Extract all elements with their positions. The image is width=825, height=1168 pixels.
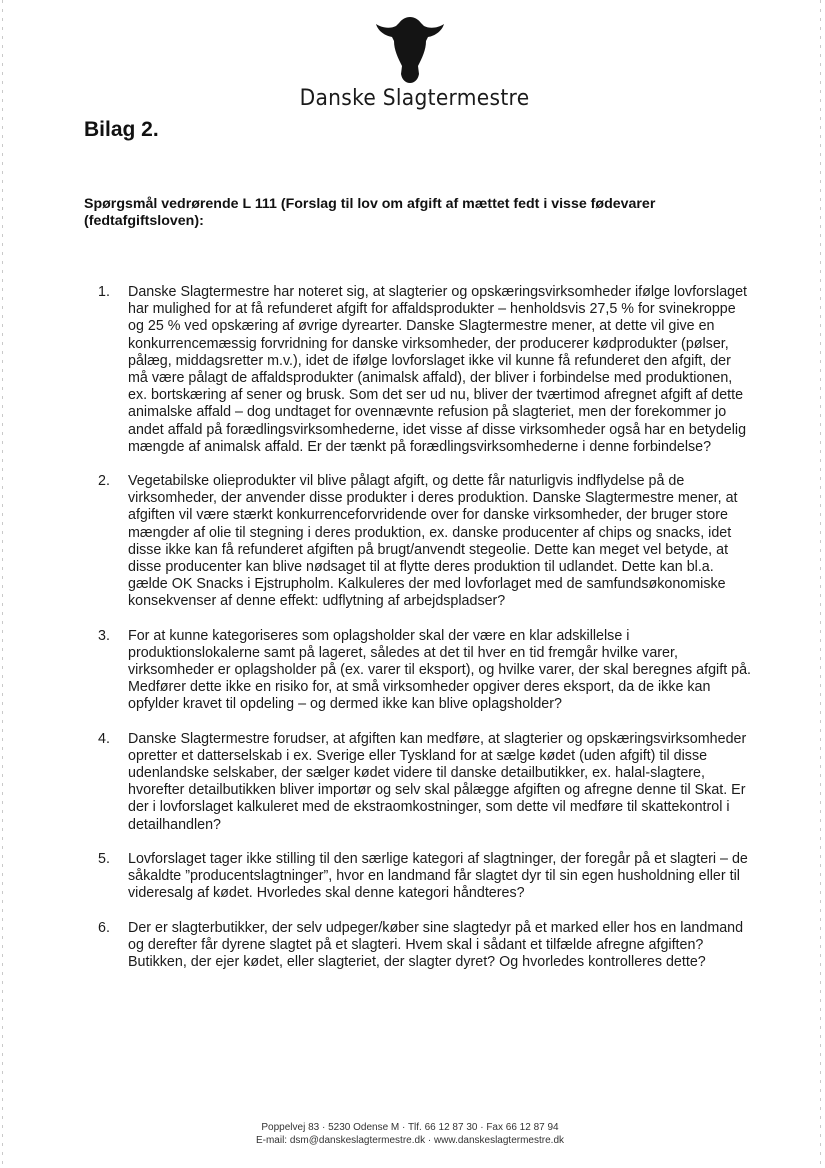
footer-address: Poppelvej 83 · 5230 Odense M · Tlf. 66 12 87 30 · Fax 66 12 87 94 <box>261 1122 559 1133</box>
question-number: 6. <box>98 919 110 936</box>
question-item <box>92 731 752 834</box>
bull-head-icon <box>372 14 448 84</box>
letterhead-footer <box>180 1121 640 1147</box>
question-text: Der er slagterbutikker, der selv udpeger/køber sine slagtedyr på et marked eller hos en landmand og derefter får dyrene slagtet på et slagteri. Hvem skal i sådant et tilfælde afregne afgiften? Butikken, der ejer kødet, eller slagteriet, der slagter dyret? Og hvorledes kontrolleres dette? <box>128 919 744 970</box>
scan-edge-right <box>820 0 821 1168</box>
question-item <box>92 920 752 972</box>
scan-edge-left <box>2 0 3 1168</box>
question-number: 2. <box>98 473 110 490</box>
question-item <box>92 284 752 456</box>
question-number: 3. <box>98 627 110 644</box>
subject-heading: Spørgsmål vedrørende L 111 (Forslag til lov om afgift af mættet fedt i visse fødevarer (fedtafgiftsloven): <box>84 196 656 229</box>
question-text: Danske Slagtermestre forudser, at afgiften kan medføre, at slagterier og opskæringsvirksomheder opretter et datterselskab i ex. Sverige eller Tyskland for at sælge kødet (uden afgift) til disse udenlandske selskaber, der sælger kødet videre til danske detailbutikker, ex. halal-slagtere, hvorefter detailbutikken bliver importør og selv skal pålægge afgiften og afregne denne til Skat. Er der i lovforslaget kalkuleret med de ekstraomkostninger, som dette vil medføre til skattekontrol i detailhandlen? <box>128 730 747 833</box>
document-title: Bilag 2. <box>84 118 159 141</box>
question-number: 5. <box>98 850 110 867</box>
question-item <box>92 851 752 903</box>
letterhead <box>290 14 530 111</box>
question-number: 4. <box>98 730 110 747</box>
question-text: For at kunne kategoriseres som oplagsholder skal der være en klar adskillelse i produktionslokalerne samt på lageret, således at det til hver en tid fremgår hvilke varer, virksomheder er oplagsholder på (ex. varer til eksport), og hvilke varer, der skal beregnes afgift på. Medfører dette ikke en risiko for, at små virksomheder opgiver deres eksport, da de ikke kan opfylder kravet til opdeling – og dermed ikke kan blive oplagsholder? <box>128 627 752 713</box>
question-item <box>92 628 752 714</box>
question-number: 1. <box>98 284 110 300</box>
brand-name: Danske Slagtermestre <box>299 86 530 111</box>
question-text: Danske Slagtermestre har noteret sig, at slagterier og opskæringsvirksomheder ifølge lovforslaget har mulighed for at få refunderet afgift for affaldsprodukter – henholdsvis 27,5 % for svinekroppe og 25 % ved opskæring af øvrige dyrearter. Danske Slagtermestre mener, at dette vil give en konkurrencemæssig forvridning for danske virksomheder, der producerer kødprodukter (pølser, pålæg, middagsretter m.v.), idet de ifølge lovforslaget ikke vil kunne få refunderet den afgift, der må være pålagt de affaldsprodukter (animalsk affald), der bliver i forbindelse med produktionen, ex. bortskæring af sener og brusk. Som det ser ud nu, bliver der tværtimod afregnet afgift af dette animalske affald – dog undtaget for ovennævnte refusion på slagteriet, men der forekommer jo andet affald på forædlingsvirksomhederne, idet visse af disse virksomheder også har en betydelig mængde af animalsk affald. Er der tænkt på forædlingsvirksomhederne i denne forbindelse? <box>128 284 748 455</box>
question-list <box>92 284 752 988</box>
question-text: Vegetabilske olieprodukter vil blive pålagt afgift, og dette får naturligvis indflydelse på de virksomheder, der anvender disse produkter i deres produktion. Danske Slagtermestre mener, at afgiften vil være stærkt konkurrenceforvridende over for danske virksomheder, der bruger store mængder af olie til stegning i deres produktion, ex. danske producenter af chips og snacks, idet disse ikke kan få refunderet afgiften på brugt/anvendt stegeolie. Dette kan meget vel betyde, at disse producenter kan blive nødsaget til at flytte deres produktion til udlandet. Dette kan bl.a. gælde OK Snacks i Ejstrupholm. Kalkuleres der med lovforlaget med de samfundsøkonomiske konsekvenser af denne effekt: udflytning af arbejdspladser? <box>128 473 738 610</box>
question-text: Lovforslaget tager ikke stilling til den særlige kategori af slagtninger, der foregår på et slagteri – de såkaldte ”producentslagtninger”, hvor en landmand får slagtet dyr til sin egen husholdning eller til videresalg af kødet. Hvorledes skal denne kategori håndteres? <box>128 850 748 902</box>
footer-contact: E-mail: dsm@danskeslagtermestre.dk · www.danskeslagtermestre.dk <box>255 1135 565 1146</box>
question-item <box>92 473 752 611</box>
